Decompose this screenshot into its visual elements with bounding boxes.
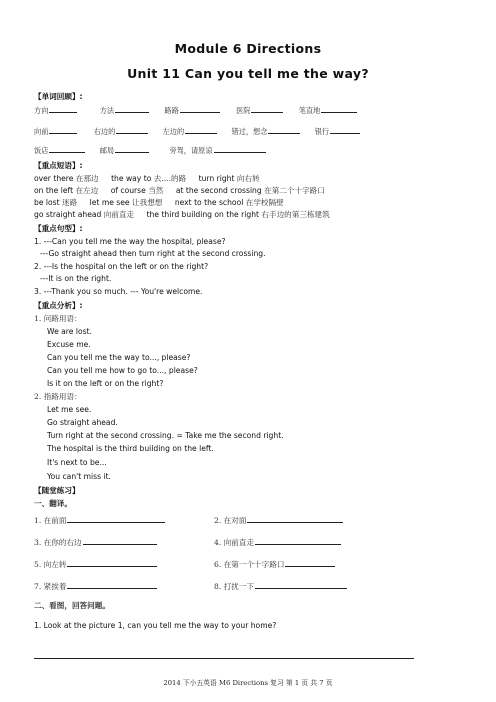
vocab-header: 【单词回顾】: <box>34 92 83 101</box>
answer-line[interactable] <box>34 658 414 659</box>
phrase-row-2 <box>34 185 325 196</box>
translation-item: 5. 向左转 <box>34 558 157 570</box>
translation-section-title: 一、翻译。 <box>34 499 72 508</box>
phrase-row-4 <box>34 209 330 220</box>
answer-blank[interactable] <box>285 558 335 567</box>
directing-line: It's next to be... <box>47 458 107 467</box>
translation-item: 7. 紧挨着 <box>34 580 157 592</box>
translation-item: 8. 打扰一下 <box>214 580 347 592</box>
answer-blank[interactable] <box>255 580 347 589</box>
phrase-cn: 在第二个十字路口 <box>264 186 325 195</box>
phrase-cn: 迷路 <box>62 198 78 207</box>
phrase-en: let me see <box>89 198 130 207</box>
phrase-cn: 让我想想 <box>132 198 163 207</box>
directing-line: Go straight ahead. <box>47 418 118 427</box>
vocab-item: 邮局 <box>99 146 115 155</box>
phrase-en: of course <box>110 186 146 195</box>
phrase-en: over there <box>34 174 74 183</box>
sentences-header: 【重点句型】: <box>34 224 83 233</box>
phrase-row-1 <box>34 173 260 184</box>
answer-blank[interactable] <box>185 125 217 134</box>
unit-title: Unit 11 Can you tell me the way? <box>127 66 369 81</box>
vocab-item: 笔直地 <box>298 106 321 115</box>
vocab-item: 饭店 <box>34 146 49 155</box>
phrase-cn: 去....的路 <box>153 174 187 183</box>
answer-blank[interactable] <box>49 144 85 153</box>
answer-blank[interactable] <box>247 514 343 523</box>
asking-line: Can you tell me how to go to..., please? <box>47 366 198 375</box>
sentence-line: ---Go straight ahead then turn right at the second crossing. <box>40 249 266 258</box>
vocab-item: 右边的 <box>93 127 116 136</box>
translation-item: 2. 在对面 <box>214 514 343 526</box>
phrase-en: go straight ahead <box>34 210 102 219</box>
vocab-item: 左边的 <box>162 127 185 136</box>
phrase-cn: 在那边 <box>75 174 99 183</box>
directing-line: Turn right at the second crossing. = Take me the second right. <box>47 431 284 440</box>
asking-line: Excuse me. <box>47 340 91 349</box>
phrase-cn: 在左边 <box>75 186 99 195</box>
translation-item: 6. 在第一个十字路口 <box>214 558 335 570</box>
sentence-line: 1. ---Can you tell me the way the hospital, please? <box>34 237 226 246</box>
answer-blank[interactable] <box>330 125 360 134</box>
phrase-cn: 在学校隔壁 <box>245 198 284 207</box>
answer-blank[interactable] <box>67 558 157 567</box>
answer-blank[interactable] <box>49 125 77 134</box>
vocab-item: 路路 <box>164 106 179 115</box>
sentence-line: ---It is on the right. <box>40 274 112 283</box>
vocab-row-2 <box>34 125 360 137</box>
phrase-cn: 向右转 <box>236 174 260 183</box>
phrase-en: the way to <box>111 174 152 183</box>
phrase-cn: 当然 <box>148 186 164 195</box>
phrase-en: next to the school <box>174 198 244 207</box>
asking-label: 1. 问路用语： <box>34 314 82 323</box>
answer-blank[interactable] <box>115 104 149 113</box>
answer-blank[interactable] <box>67 514 165 523</box>
vocab-item: 向前 <box>34 127 49 136</box>
picture-question: 1. Look at the picture 1, can you tell me the way to your home? <box>34 621 277 630</box>
vocab-item: 医院 <box>236 106 251 115</box>
directing-line: You can't miss it. <box>47 472 111 481</box>
sentence-line: 2. ---Is the hospital on the left or on the right? <box>34 262 209 271</box>
vocab-item: 银行 <box>314 127 330 136</box>
phrase-cn: 向前直走 <box>103 210 135 219</box>
answer-blank[interactable] <box>251 104 283 113</box>
picture-section-title: 二、看图，回答问题。 <box>34 601 110 610</box>
answer-blank[interactable] <box>67 580 157 589</box>
answer-blank[interactable] <box>255 536 341 545</box>
practice-header: 【随堂练习】 <box>34 486 80 495</box>
phrase-en: turn right <box>198 174 235 183</box>
answer-blank[interactable] <box>115 144 149 153</box>
answer-blank[interactable] <box>268 125 300 134</box>
phrase-en: be lost <box>34 198 60 207</box>
directing-label: 2. 指路用语： <box>34 392 82 401</box>
answer-blank[interactable] <box>49 104 77 113</box>
answer-blank[interactable] <box>116 125 148 134</box>
phrase-en: on the left <box>34 186 74 195</box>
vocab-row-1 <box>34 104 357 116</box>
asking-line: We are lost. <box>47 327 92 336</box>
phrase-row-3 <box>34 197 284 208</box>
page-footer: 2014 下小五英语 M6 Directions 复习 第 1 页 共 7 页 <box>163 679 333 687</box>
vocab-item: 错过，想念 <box>231 127 268 136</box>
translation-item: 3. 在你的右边 <box>34 536 157 548</box>
vocab-item: 旁驾，请原谅 <box>169 146 213 155</box>
directing-line: The hospital is the third building on the left. <box>47 444 214 453</box>
translation-item: 1. 在前面 <box>34 514 165 526</box>
vocab-row-3 <box>34 144 266 156</box>
phrases-header: 【重点短语】: <box>34 161 83 170</box>
vocab-item: 方向 <box>34 106 49 115</box>
translation-item: 4. 向前直走 <box>214 536 341 548</box>
phrase-en: at the second crossing <box>175 186 262 195</box>
sentence-line: 3. ---Thank you so much. --- You're welcome. <box>34 287 203 296</box>
directing-line: Let me see. <box>47 405 92 414</box>
phrase-cn: 右手边的第三栋建筑 <box>261 210 330 219</box>
analysis-header: 【重点分析】: <box>34 301 83 310</box>
vocab-item: 方法 <box>99 106 115 115</box>
asking-line: Can you tell me the way to..., please? <box>47 353 191 362</box>
answer-blank[interactable] <box>83 536 157 545</box>
answer-blank[interactable] <box>180 104 220 113</box>
answer-blank[interactable] <box>321 104 357 113</box>
phrase-en: the third building on the right <box>146 210 259 219</box>
answer-blank[interactable] <box>214 144 266 153</box>
page-title: Module 6 Directions <box>174 41 322 56</box>
asking-line: Is it on the left or on the right? <box>47 379 164 388</box>
